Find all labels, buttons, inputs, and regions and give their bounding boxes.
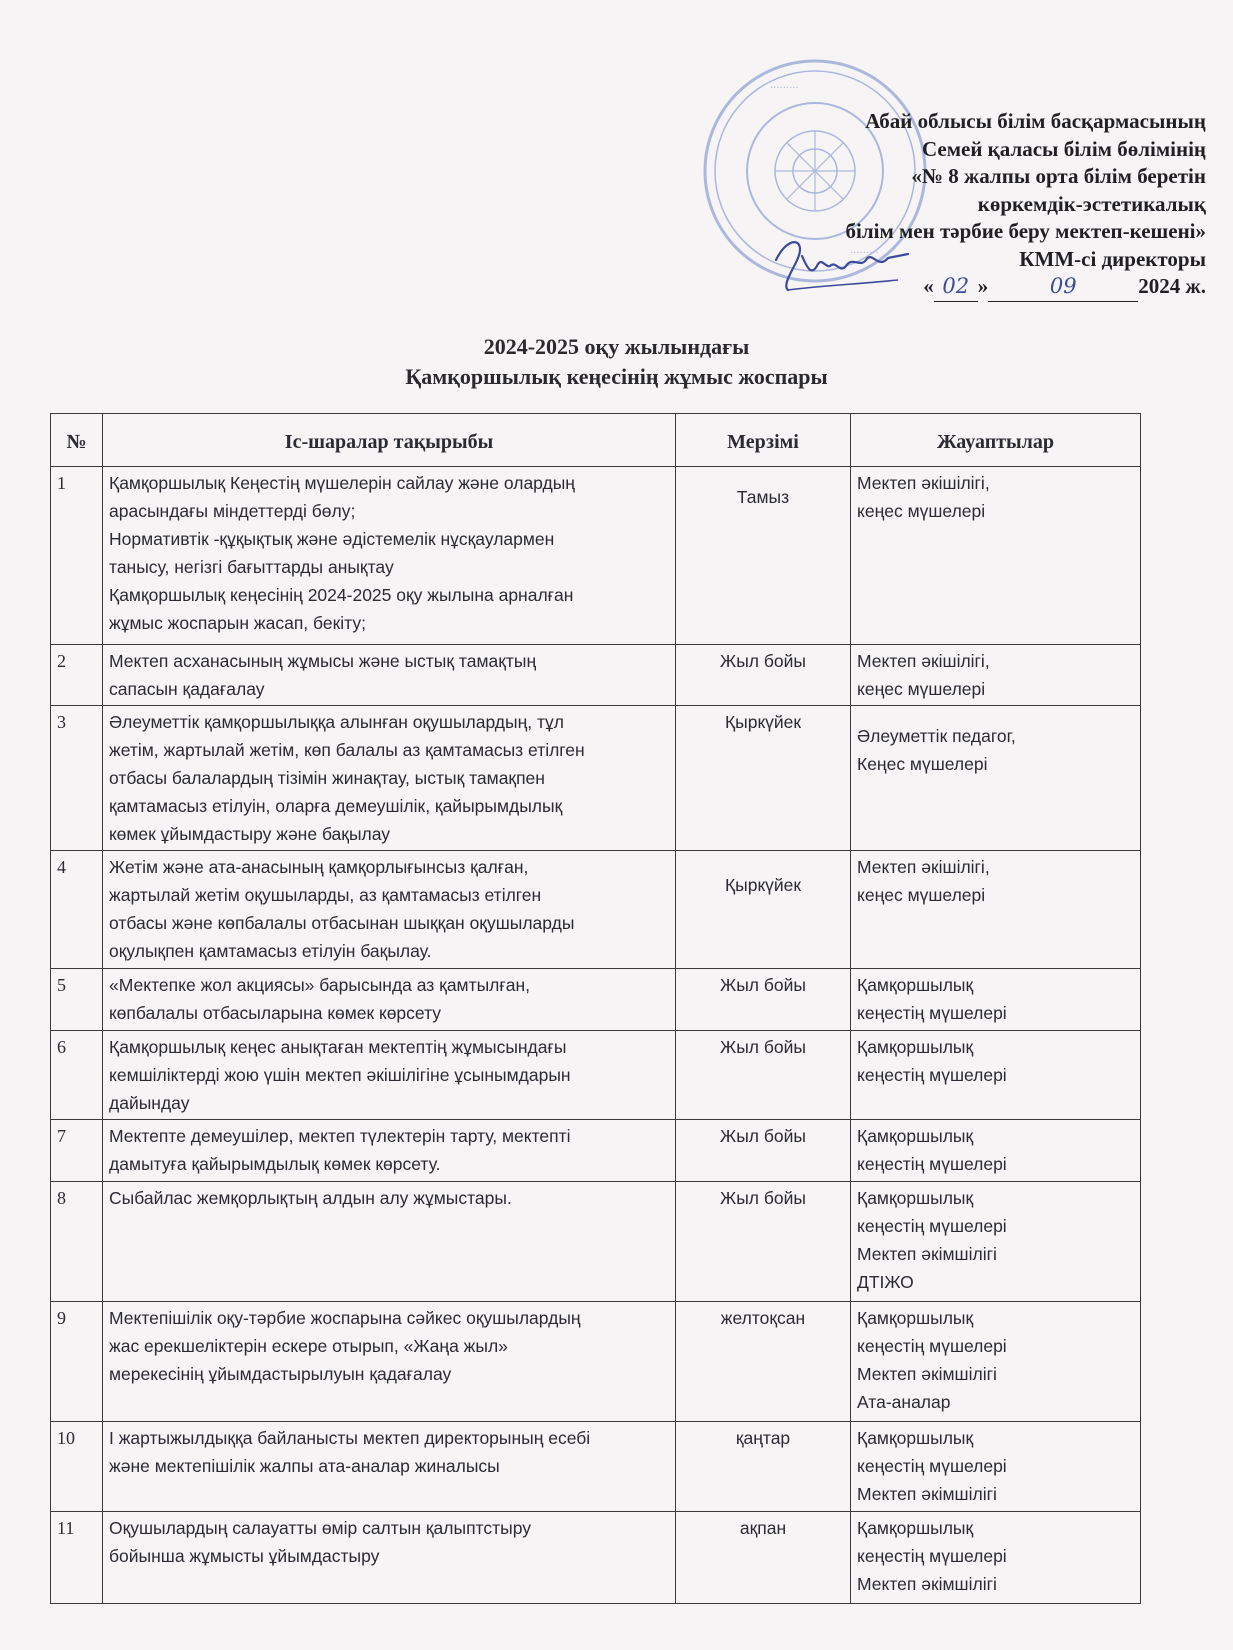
row-activity [103,969,676,1031]
table-row [51,969,1141,1031]
approval-line: Абай облысы білім басқармасының [865,109,1206,133]
activity-line: Оқушылардың салауатты өмір салтын қалыптстыру [109,1518,531,1538]
row-activity [103,1031,676,1120]
activity-line: отбасы және көпбалалы отбасынан шыққан оқушыларды [109,913,575,933]
activity-line: көпбалалы отбасыларына көмек көрсету [109,1003,442,1023]
row-number: 7 [51,1120,103,1182]
responsible-line: Мектеп әкімшілігі [857,1484,997,1504]
activity-line: оқулықпен қамтамасыз етілуін бақылау. [109,941,432,961]
responsible-line: Мектеп әкішілігі, [857,473,990,493]
activity-line: Мектепішілік оқу-тәрбие жоспарына сәйкес оқушылардың [109,1308,581,1328]
responsible-line: Мектеп әкімшілігі [857,1244,997,1264]
row-responsible [851,1182,1141,1302]
row-number: 9 [51,1302,103,1422]
row-term: ақпан [676,1512,851,1604]
responsible-line: Мектеп әкішілігі, [857,651,990,671]
row-responsible [851,1422,1141,1512]
activity-line: Жетім және ата-анасының қамқорлығынсыз қалған, [109,857,529,877]
row-responsible [851,1120,1141,1182]
responsible-line: кеңестің мүшелері [857,1216,1007,1236]
approval-line: көркемдік-эстетикалық [977,191,1206,216]
approval-block [846,108,1207,302]
responsible-line: кеңестің мүшелері [857,1336,1007,1356]
row-activity [103,1512,676,1604]
date-year: 2024 ж. [1138,274,1206,298]
row-responsible [851,706,1141,851]
date-month: 09 [988,273,1138,302]
row-term: Жыл бойы [676,1031,851,1120]
row-responsible [851,969,1141,1031]
row-activity [103,1120,676,1182]
row-responsible [851,851,1141,969]
activity-line: жартылай жетім оқушыларды, аз қамтамасыз етілген [109,885,542,905]
row-number: 2 [51,645,103,706]
responsible-line: Қамқоршылық [857,975,974,995]
row-term: Жыл бойы [676,969,851,1031]
row-term: желтоқсан [676,1302,851,1422]
row-number: 11 [51,1512,103,1604]
responsible-line: Мектеп әкішілігі, [857,857,990,877]
row-term: Қыркүйек [676,706,851,851]
activity-line: «Мектепке жол акциясы» барысында аз қамтылған, [109,975,531,995]
activity-line: Қамқоршылық кеңесінің 2024-2025 оқу жылына арналған [109,585,574,605]
row-number: 8 [51,1182,103,1302]
row-activity [103,1182,676,1302]
activity-line: көмек ұйымдастыру және бақылау [109,824,391,844]
table-row [51,1302,1141,1422]
responsible-line: кеңестің мүшелері [857,1546,1007,1566]
responsible-line: ДТІЖО [857,1272,914,1292]
activity-line: Әлеуметтік қамқоршылыққа алынған оқушылардың, тұл [109,712,564,732]
activity-line: І жартыжылдыққа байланысты мектеп директорының есебі [109,1428,591,1448]
row-number: 5 [51,969,103,1031]
header-num: № [51,414,103,467]
responsible-line: Мектеп әкімшілігі [857,1364,997,1384]
approval-line: «№ 8 жалпы орта білім беретін [911,164,1206,188]
row-term: Жыл бойы [676,645,851,706]
responsible-line: Қамқоршылық [857,1518,974,1538]
activity-line: жұмыс жоспарын жасап, бекіту; [109,613,366,633]
table-row [51,706,1141,851]
approval-line: білім мен тәрбие беру мектеп-кешені» [845,219,1206,243]
table-row [51,1120,1141,1182]
responsible-line: Қамқоршылық [857,1428,974,1448]
responsible-line: Ата-аналар [857,1392,951,1412]
row-responsible [851,467,1141,645]
activity-line: отбасы балалардың тізімін жинақтау, ыстық тамақпен [109,768,545,788]
row-number: 4 [51,851,103,969]
responsible-line: кеңестің мүшелері [857,1003,1007,1023]
table-row [51,1182,1141,1302]
responsible-line: Мектеп әкімшілігі [857,1574,997,1594]
activity-line: арасындағы міндеттерді бөлу; [109,501,356,521]
row-activity [103,851,676,969]
table-row [51,1422,1141,1512]
activity-line: кемшіліктерді жою үшін мектеп әкішілігіне ұсынымдарын [109,1065,571,1085]
approval-line: КММ-сі директоры [1019,246,1206,271]
activity-line: қамтамасыз етілуін, оларға демеушілік, қайырымдылық [109,796,563,816]
page-title: 2024-2025 оқу жылындағы Қамқоршылық кеңесінің жұмыс жоспары [405,334,828,389]
responsible-line: кеңестің мүшелері [857,1065,1007,1085]
activity-line: жетім, жартылай жетім, көп балалы аз қамтамасыз етілген [109,740,585,760]
table-row [51,1512,1141,1604]
responsible-line: кеңес мүшелері [857,679,986,699]
table-row [51,851,1141,969]
row-activity [103,467,676,645]
row-activity [103,645,676,706]
table-row [51,1031,1141,1120]
responsible-line: Қамқоршылық [857,1126,974,1146]
header-term: Мерзімі [676,414,851,467]
row-number: 6 [51,1031,103,1120]
row-term: Жыл бойы [676,1120,851,1182]
responsible-line: Қамқоршылық [857,1308,974,1328]
activity-line: Нормативтік -құқықтық және әдістемелік нұсқаулармен [109,529,555,549]
activity-line: жас ерекшеліктерін ескере отырып, «Жаңа жыл» [109,1336,508,1356]
row-term: Жыл бойы [676,1182,851,1302]
header-responsible: Жауаптылар [851,414,1141,467]
activity-line: дайындау [109,1093,190,1113]
row-responsible [851,1302,1141,1422]
row-activity [103,706,676,851]
svg-text:·········: ········· [770,83,799,94]
activity-line: Мектеп асханасының жұмысы және ыстық тамақтың [109,651,537,671]
row-number: 10 [51,1422,103,1512]
responsible-line: Қамқоршылық [857,1037,974,1057]
activity-line: және мектепішілік жалпы ата-аналар жиналысы [109,1456,500,1476]
responsible-line: Кеңес мүшелері [857,754,988,774]
date-day: 02 [934,273,978,302]
row-responsible [851,645,1141,706]
table-body [51,467,1141,1604]
responsible-line: кеңестің мүшелері [857,1154,1007,1174]
row-responsible [851,1031,1141,1120]
svg-text:·········: ········· [850,248,879,259]
header-activity: Іс-шаралар тақырыбы [103,414,676,467]
activity-line: мерекесінің ұйымдастырылуын қадағалау [109,1364,452,1384]
row-number: 1 [51,467,103,645]
activity-line: Мектепте демеушілер, мектеп түлектерін тарту, мектепті [109,1126,571,1146]
responsible-line: Қамқоршылық [857,1188,974,1208]
table-row [51,645,1141,706]
row-responsible [851,1512,1141,1604]
row-number: 3 [51,706,103,851]
row-term: қаңтар [676,1422,851,1512]
row-term: Қыркүйек [676,851,851,969]
approval-date: « 02 » 09 2024 ж. [846,273,1207,302]
responsible-line: кеңес мүшелері [857,501,986,521]
table-header-row [51,414,1141,467]
activity-line: сапасын қадағалау [109,679,265,699]
table-row [51,467,1141,645]
row-term: Тамыз [676,467,851,645]
activity-line: Қамқоршылық Кеңестің мүшелерін сайлау және олардың [109,473,575,493]
row-activity [103,1302,676,1422]
responsible-line: Әлеуметтік педагог, [857,726,1016,746]
responsible-line: кеңестің мүшелері [857,1456,1007,1476]
work-plan-table [50,413,1141,1604]
activity-line: Сыбайлас жемқорлықтың алдын алу жұмыстары. [109,1188,512,1208]
activity-line: бойынша жұмысты ұйымдастыру [109,1546,380,1566]
row-activity [103,1422,676,1512]
responsible-line: кеңес мүшелері [857,885,986,905]
activity-line: Қамқоршылық кеңес анықтаған мектептің жұмысындағы [109,1037,567,1057]
approval-line: Семей қаласы білім бөлімінің [921,136,1206,161]
activity-line: танысу, негізгі бағыттарды анықтау [109,557,394,577]
activity-line: дамытуға қайырымдылық көмек көрсету. [109,1154,441,1174]
